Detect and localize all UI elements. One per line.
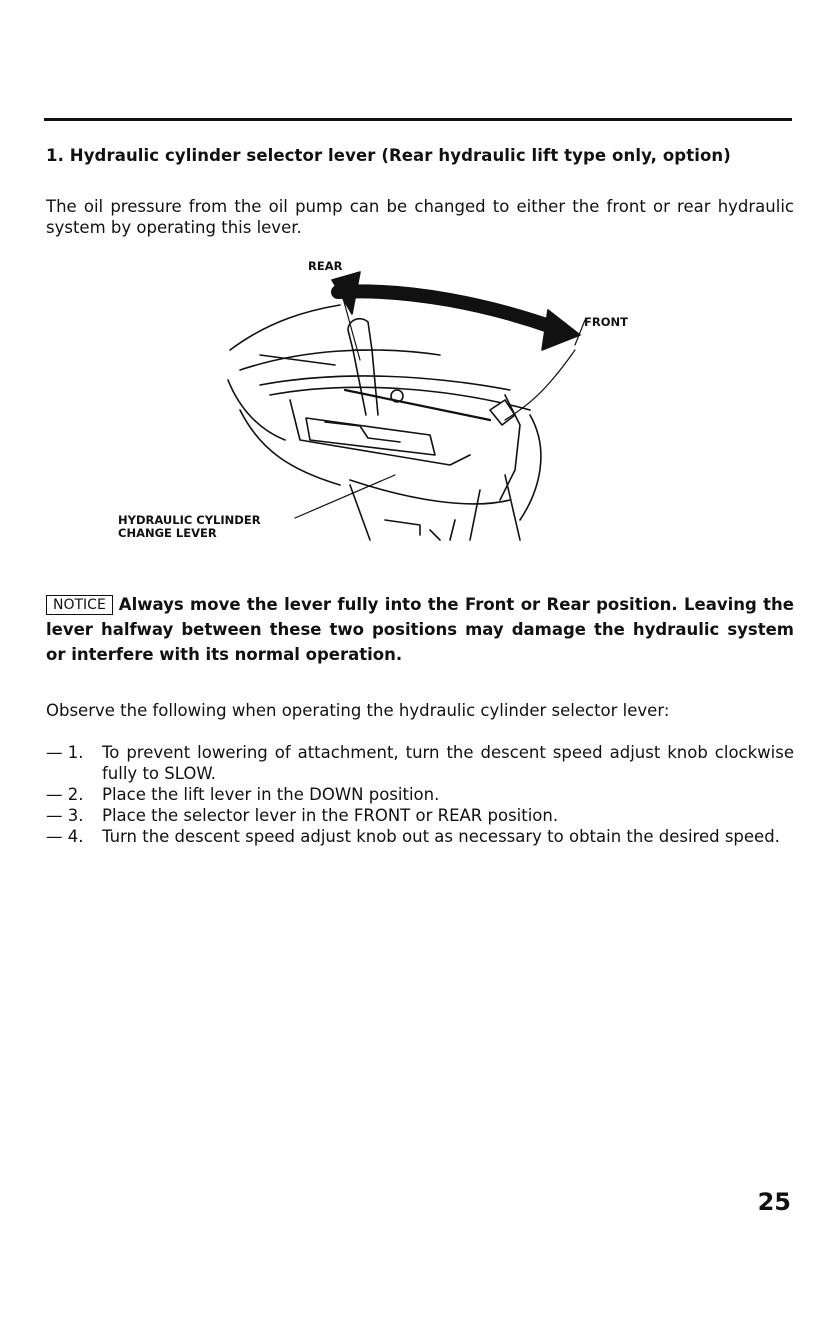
list-item — [46, 826, 794, 847]
page-number: 25 — [757, 1188, 791, 1216]
step-text: Place the selector lever in the FRONT or REAR position. — [102, 806, 559, 825]
notice-badge: NOTICE — [46, 595, 113, 615]
steps-list — [46, 742, 794, 847]
selector-lever-figure — [110, 250, 670, 560]
step-number: — 4. — [46, 827, 84, 846]
notice-text: Always move the lever fully into the Front or Rear position. Leaving the lever halfway between these two positions may damage the hydraulic system or interfere with its normal operation. — [46, 595, 794, 664]
front-label: FRONT — [584, 315, 628, 329]
lever-label — [118, 514, 261, 540]
rear-label: REAR — [308, 259, 343, 273]
step-number: — 2. — [46, 785, 84, 804]
observe-intro: Observe the following when operating the hydraulic cylinder selector lever: — [46, 701, 670, 720]
intro-paragraph: The oil pressure from the oil pump can be changed to either the front or rear hydraulic system by operating this lever. — [46, 197, 794, 237]
list-item — [46, 742, 794, 784]
lever-label-line1: HYDRAULIC CYLINDER — [118, 513, 261, 527]
list-item — [46, 784, 794, 805]
step-number: — 3. — [46, 806, 84, 825]
section-heading: 1. Hydraulic cylinder selector lever (Rear hydraulic lift type only, option) — [46, 146, 731, 165]
step-text: Turn the descent speed adjust knob out as necessary to obtain the desired speed. — [102, 827, 780, 846]
step-text: To prevent lowering of attachment, turn the descent speed adjust knob clockwise fully to SLOW. — [102, 743, 794, 783]
lever-label-line2: CHANGE LEVER — [118, 526, 217, 540]
notice-paragraph — [46, 592, 794, 667]
step-number: — 1. — [46, 743, 84, 762]
list-item — [46, 805, 794, 826]
top-rule — [44, 118, 792, 121]
step-text: Place the lift lever in the DOWN position. — [102, 785, 440, 804]
